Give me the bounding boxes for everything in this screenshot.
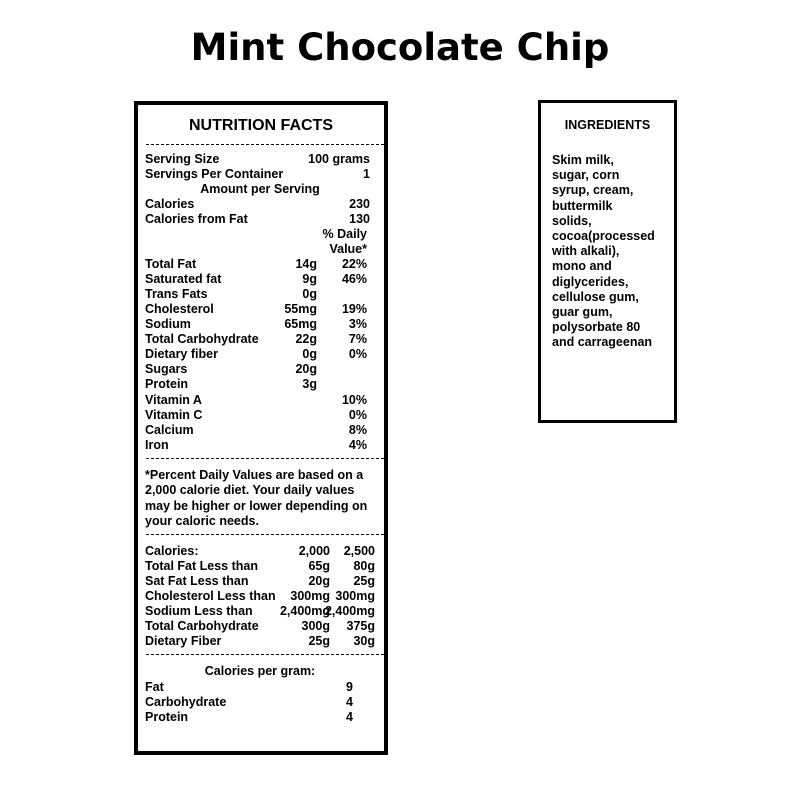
nutrient-row [145, 257, 375, 272]
vitamin-row [145, 438, 375, 453]
label: % Daily [322, 227, 367, 241]
dv-header [145, 227, 375, 242]
reference-row [145, 619, 375, 634]
value: 4 [346, 710, 353, 724]
label: Dietary Fiber [145, 634, 222, 648]
daily-value: 7% [348, 332, 367, 346]
ingredients-panel [538, 100, 677, 423]
value-2500: 375g [346, 619, 375, 633]
value-2500: 2,500 [343, 544, 375, 558]
label: Amount per Serving [200, 182, 320, 196]
value-2500: 30g [353, 634, 375, 648]
value: 1 [363, 167, 370, 181]
amount: 14g [295, 257, 317, 271]
amount: 3g [302, 377, 317, 391]
value-2000: 25g [308, 634, 330, 648]
nutrient-row [145, 317, 375, 332]
value-2000: 2,400mg [279, 604, 330, 618]
label: Sodium Less than [145, 604, 253, 618]
calories-per-gram-heading [145, 664, 375, 679]
value: 4 [346, 695, 353, 709]
reference-row [145, 604, 375, 619]
label: Cholesterol [145, 302, 214, 316]
vitamin-row [145, 423, 375, 438]
value-2500: 80g [353, 559, 375, 573]
label: Saturated fat [145, 272, 222, 286]
nutrition-heading: NUTRITION FACTS [189, 117, 333, 134]
nutrient-row [145, 377, 375, 392]
value: 9 [346, 680, 353, 694]
label: Carbohydrate [145, 695, 227, 709]
amount: 9g [302, 272, 317, 286]
label: Trans Fats [145, 287, 208, 301]
daily-value: 10% [341, 393, 367, 407]
nutrient-row [145, 332, 375, 347]
label: Servings Per Container [145, 167, 284, 181]
ingredients-heading: INGREDIENTS [564, 118, 651, 132]
label: Fat [145, 680, 164, 694]
label: Serving Size [145, 152, 220, 166]
vitamin-row [145, 408, 375, 423]
nutrient-row [145, 302, 375, 317]
label: Total Fat Less than [145, 559, 258, 573]
amount: 65mg [284, 317, 317, 331]
divider [146, 654, 384, 655]
label: Total Fat [145, 257, 197, 271]
label: Vitamin A [145, 393, 202, 407]
label: Total Carbohydrate [145, 619, 259, 633]
label: Iron [145, 438, 169, 452]
label: Cholesterol Less than [145, 589, 276, 603]
reference-row [145, 634, 375, 649]
divider [146, 534, 384, 535]
ingredient-line: polysorbate 80 [552, 320, 641, 335]
daily-value: 4% [348, 438, 367, 452]
reference-row [145, 574, 375, 589]
nutrient-row [145, 272, 375, 287]
calories-row [145, 197, 375, 212]
amount: 55mg [284, 302, 317, 316]
amount: 0g [302, 287, 317, 301]
daily-value: 0% [348, 408, 367, 422]
value: 100 grams [308, 152, 370, 166]
value-2500: 25g [353, 574, 375, 588]
daily-value: 0% [348, 347, 367, 361]
amount-per-serving [145, 182, 375, 197]
daily-value: 8% [348, 423, 367, 437]
value-2000: 300g [301, 619, 330, 633]
value-2500: 2,400mg [324, 604, 375, 618]
label: Total Carbohydrate [145, 332, 259, 346]
label: Calcium [145, 423, 194, 437]
label: Vitamin C [145, 408, 203, 422]
ingredient-line: cellulose gum, [552, 289, 639, 304]
value-2000: 300mg [290, 589, 330, 603]
vitamin-row [145, 393, 375, 408]
per-gram-row [145, 695, 375, 710]
daily-value: 22% [341, 257, 367, 271]
value-2000: 2,000 [298, 544, 330, 558]
ingredient-line: with alkali), [552, 244, 620, 259]
reference-row [145, 559, 375, 574]
ingredient-line: diglycerides, [552, 274, 629, 289]
dv-header [145, 242, 375, 257]
nutrient-row [145, 347, 375, 362]
per-gram-row [145, 710, 375, 725]
amount: 0g [302, 347, 317, 361]
daily-value: 19% [341, 302, 367, 316]
label: Sodium [145, 317, 191, 331]
ingredient-line: syrup, cream, [552, 183, 634, 198]
label: Dietary fiber [145, 347, 218, 361]
calories-from-fat-row [145, 212, 375, 227]
value-2500: 300mg [335, 589, 375, 603]
divider [146, 144, 384, 145]
ingredient-line: buttermilk [552, 198, 613, 213]
servings-per-container-row [145, 167, 375, 182]
footnote: *Percent Daily Values are based on a 2,000 calorie diet. Your daily values may be higher or lower depending on your caloric needs. [145, 468, 368, 528]
product-title: Mint Chocolate Chip [190, 26, 610, 69]
label: Calories: [145, 544, 199, 558]
ingredient-line: mono and [552, 259, 612, 274]
ingredient-line: solids, [552, 213, 592, 228]
ingredient-line: guar gum, [552, 305, 613, 320]
amount: 22g [295, 332, 317, 346]
ingredients-list [552, 153, 655, 351]
reference-row [145, 589, 375, 604]
value: 130 [349, 212, 370, 226]
value-2000: 65g [308, 559, 330, 573]
label: Calories from Fat [145, 212, 248, 226]
label: Calories per gram: [204, 664, 316, 678]
amount: 20g [295, 362, 317, 376]
serving-size-row [145, 152, 375, 167]
ingredient-line: cocoa(processed [552, 229, 655, 244]
reference-row [145, 544, 375, 559]
label: Sugars [145, 362, 188, 376]
label: Protein [145, 710, 189, 724]
label: Value* [329, 242, 367, 256]
daily-value: 3% [348, 317, 367, 331]
nutrient-row [145, 287, 375, 302]
value-2000: 20g [308, 574, 330, 588]
per-gram-row [145, 680, 375, 695]
nutrition-facts-panel [134, 101, 388, 755]
ingredient-line: Skim milk, [552, 153, 614, 167]
label: Calories [145, 197, 195, 211]
value: 230 [349, 197, 370, 211]
ingredient-line: sugar, corn [552, 168, 620, 183]
ingredient-line: and carrageenan [552, 335, 653, 350]
daily-value: 46% [341, 272, 367, 286]
label: Sat Fat Less than [145, 574, 249, 588]
divider [146, 458, 384, 459]
label: Protein [145, 377, 189, 391]
nutrient-row [145, 362, 375, 377]
